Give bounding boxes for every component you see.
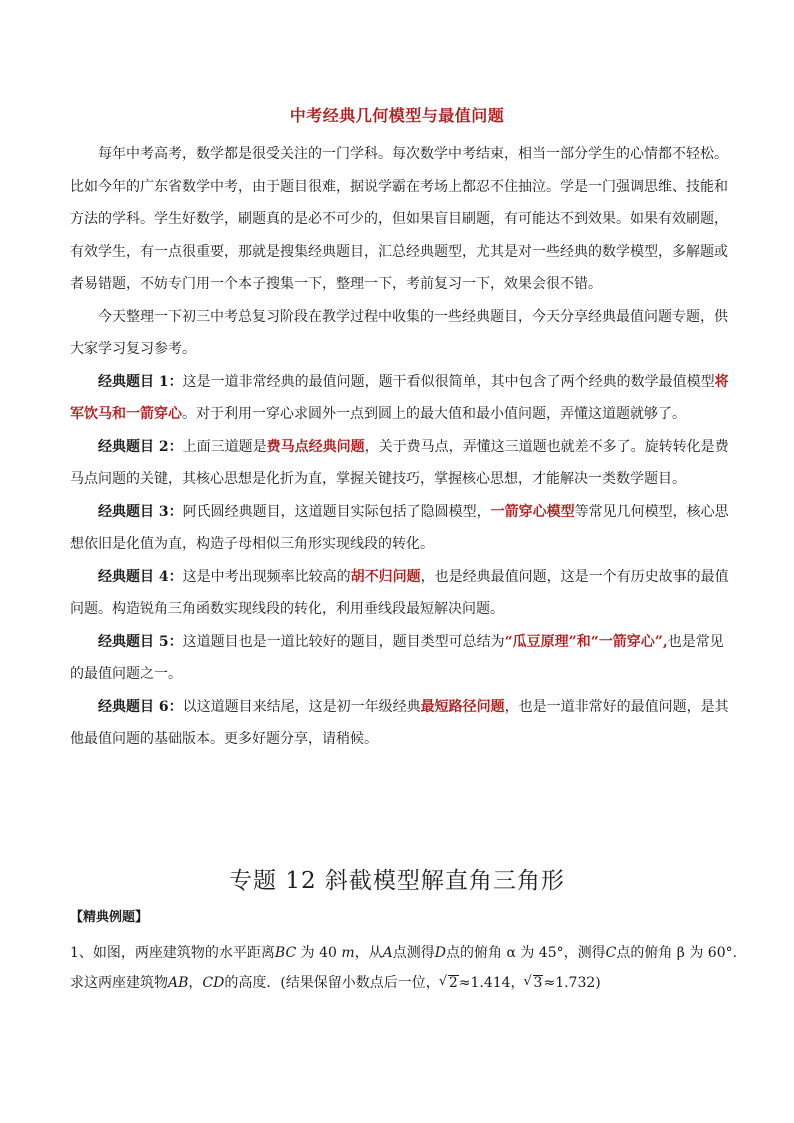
sqrt-2: √ 2 bbox=[448, 975, 459, 990]
problem-text: ， bbox=[188, 975, 203, 991]
item-text-6b: ，也是一道非常好的最值问题，是其他最值问题的基础版本。更多好题分享，请稍候。 bbox=[70, 698, 729, 747]
item-label-4: 经典题目 4： bbox=[98, 568, 183, 585]
item-highlight-3: 一箭穿心模型 bbox=[490, 503, 575, 520]
article-body bbox=[70, 138, 730, 756]
problem-text: 点测得 bbox=[392, 945, 435, 961]
item-text-1a: 这是一道非常经典的最值问题，题干看似很简单，其中包含了两个经典的数学最值模型 bbox=[182, 373, 715, 390]
building-cd: CD bbox=[202, 975, 225, 991]
problem-text: 为 40 bbox=[300, 945, 337, 961]
item-text-2a: 上面三道题是 bbox=[182, 438, 267, 455]
topic-title: 专题 12 斜截模型解直角三角形 bbox=[229, 868, 565, 894]
problem-line-2 bbox=[70, 968, 740, 998]
problem-text: ，从 bbox=[354, 945, 383, 961]
item-highlight-4: 胡不归问题 bbox=[350, 568, 421, 585]
problem-text: 点的俯角 β 为 60°. bbox=[616, 945, 738, 961]
unit-m: m bbox=[341, 945, 355, 961]
item-text-6a: 以这道题目来结尾，这是初一年级经典 bbox=[182, 698, 421, 715]
sqrt-3: √ 3 bbox=[533, 975, 544, 990]
item-paragraph-3 bbox=[70, 496, 730, 561]
point-d: D bbox=[434, 945, 446, 961]
item-label-2: 经典题目 2： bbox=[98, 438, 183, 455]
item-highlight-2: 费马点经典问题 bbox=[266, 438, 365, 455]
item-paragraph-5 bbox=[70, 626, 730, 691]
item-highlight-1: 将军饮马和一箭穿心 bbox=[70, 373, 729, 422]
section-label: 【精典例题】 bbox=[70, 910, 149, 925]
item-highlight-6: 最短路径问题 bbox=[420, 698, 505, 715]
item-label-1: 经典题目 1： bbox=[98, 373, 183, 390]
item-paragraph-1 bbox=[70, 366, 730, 431]
item-text-5a: 这道题目也是一道比较好的题目，题目类型可总结为 bbox=[182, 633, 505, 650]
item-text-3a: 阿氏圆经典题目，这道题目实际包括了隐圆模型， bbox=[182, 503, 491, 520]
item-text-4a: 这是中考出现频率比较高的 bbox=[182, 568, 351, 585]
segment-bc: BC bbox=[274, 945, 297, 961]
item-text-4b: ，也是经典最值问题，这是一个有历史故事的最值问题。构造锐角三角函数实现线段的转化，利用垂线段最短解决问题。 bbox=[70, 568, 729, 617]
intro-paragraph-2: 今天整理一下初三中考总复习阶段在教学过程中收集的一些经典题目，今天分享经典最值问题专题，供大家学习复习参考。 bbox=[70, 308, 728, 357]
point-a: A bbox=[382, 945, 393, 961]
item-label-6: 经典题目 6： bbox=[98, 698, 183, 715]
example-problem bbox=[70, 938, 740, 998]
problem-text: 求这两座建筑物 bbox=[70, 975, 168, 991]
item-highlight-5: “瓜豆原理”和“一箭穿心”, bbox=[504, 633, 668, 650]
item-label-5: 经典题目 5： bbox=[98, 633, 183, 650]
item-text-1b: 。对于利用一穿心求圆外一点到圆上的最大值和最小值问题，弄懂这道题就够了。 bbox=[182, 406, 686, 422]
problem-line-1 bbox=[70, 938, 740, 968]
item-paragraph-6 bbox=[70, 691, 730, 756]
item-text-5b: 也是常见的最值问题之一。 bbox=[70, 633, 724, 682]
intro-paragraph-1: 每年中考高考，数学都是很受关注的一门学科。每次数学中考结束，相当一部分学生的心情都不轻松。比如今年的广东省数学中考，由于题目很难，据说学霸在考场上都忍不住抽泣。学是一门强调思维、技能和方法的学科。学生好数学，刷题真的是必不可少的，但如果盲目刷题，有可能达不到效果。如果有效刷题，有效学生，有一点很重要，那就是搜集经典题目，汇总经典题型，尤其是对一些经典的数学模型，多解题或者易错题，不妨专门用一个本子搜集一下，整理一下，考前复习一下，效果会很不错。 bbox=[70, 146, 728, 292]
problem-text: ≈1.414， bbox=[458, 975, 525, 991]
building-ab: AB bbox=[168, 975, 189, 991]
point-c: C bbox=[605, 945, 617, 961]
problem-text: 1、如图，两座建筑物的水平距离 bbox=[70, 945, 275, 961]
problem-text: 点的俯角 α 为 45°，测得 bbox=[446, 945, 606, 961]
item-text-2b: ，关于费马点，弄懂这三道题也就差不多了。旋转转化是费马点问题的关键，其核心思想是化折为直，掌握关键技巧，掌握核心思想，才能解决一类数学题目。 bbox=[70, 438, 729, 487]
problem-text: ≈1.732) bbox=[543, 975, 601, 991]
item-text-3b: 等常见几何模型，核心思想依旧是化值为直，构造子母相似三角形实现线段的转化。 bbox=[70, 503, 729, 552]
item-label-3: 经典题目 3： bbox=[98, 503, 183, 520]
item-paragraph-2 bbox=[70, 431, 730, 496]
problem-text: 的高度．(结果保留小数点后一位， bbox=[224, 975, 440, 991]
document-title: 中考经典几何模型与最值问题 bbox=[289, 106, 505, 125]
item-paragraph-4 bbox=[70, 561, 730, 626]
